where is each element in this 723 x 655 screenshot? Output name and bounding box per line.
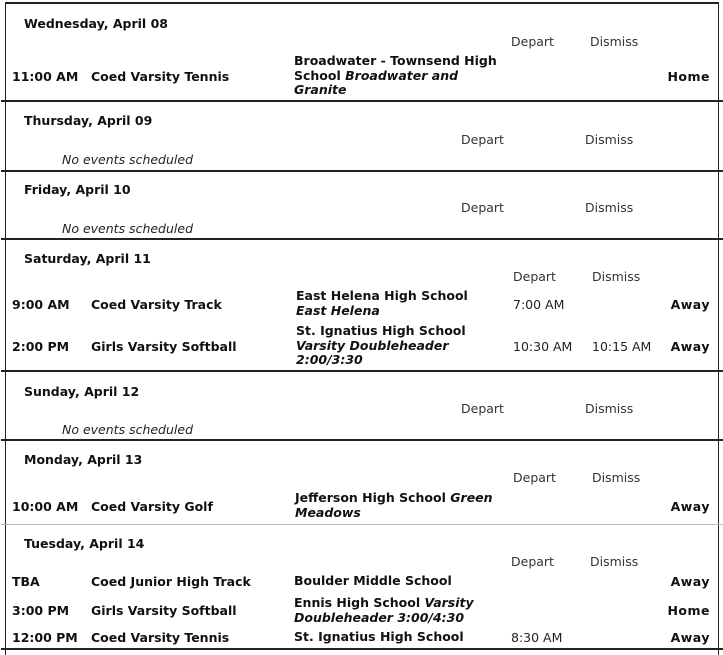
event-location: Away bbox=[670, 297, 710, 312]
depart-header: Depart bbox=[461, 401, 504, 416]
depart-header: Depart bbox=[461, 200, 504, 215]
event-name: Girls Varsity Softball bbox=[91, 603, 237, 618]
section-divider bbox=[1, 439, 723, 441]
dismiss-header: Dismiss bbox=[585, 200, 634, 215]
event-location: Away bbox=[670, 574, 710, 589]
event-opponent: Broadwater - Townsend High School Broadwater and Granite bbox=[294, 53, 497, 97]
dismiss-header: Dismiss bbox=[585, 401, 634, 416]
dismiss-header: Dismiss bbox=[592, 269, 641, 284]
dismiss-header: Dismiss bbox=[590, 554, 639, 569]
event-location: Away bbox=[670, 630, 710, 645]
event-opponent: Ennis High School Varsity Doubleheader 3:00/4:30 bbox=[294, 595, 474, 625]
event-time: 11:00 AM bbox=[12, 69, 79, 84]
event-name: Coed Varsity Golf bbox=[91, 499, 213, 514]
event-opponent: Boulder Middle School bbox=[294, 573, 452, 588]
day-title: Wednesday, April 08 bbox=[24, 16, 168, 31]
event-opponent: Jefferson High School Green Meadows bbox=[295, 490, 493, 520]
day-title: Tuesday, April 14 bbox=[24, 536, 145, 551]
event-note: Varsity Doubleheader 3:00/4:30 bbox=[294, 595, 474, 625]
day-title: Friday, April 10 bbox=[24, 182, 131, 197]
day-title: Sunday, April 12 bbox=[24, 384, 140, 399]
dismiss-header: Dismiss bbox=[585, 132, 634, 147]
event-depart: 7:00 AM bbox=[513, 297, 565, 312]
depart-header: Depart bbox=[461, 132, 504, 147]
dismiss-header: Dismiss bbox=[590, 34, 639, 49]
depart-header: Depart bbox=[513, 470, 556, 485]
day-title: Thursday, April 09 bbox=[24, 113, 153, 128]
event-time: 10:00 AM bbox=[12, 499, 79, 514]
event-name: Girls Varsity Softball bbox=[91, 339, 237, 354]
no-events-text: No events scheduled bbox=[62, 152, 194, 167]
event-time: 12:00 PM bbox=[12, 630, 78, 645]
section-divider bbox=[1, 370, 723, 372]
event-time: TBA bbox=[12, 574, 40, 589]
event-name: Coed Junior High Track bbox=[91, 574, 251, 589]
depart-header: Depart bbox=[513, 269, 556, 284]
event-note: Broadwater and Granite bbox=[294, 67, 459, 97]
event-name: Coed Varsity Tennis bbox=[91, 69, 230, 84]
event-location: Home bbox=[667, 603, 710, 618]
schedule-page bbox=[5, 2, 719, 655]
event-name: Coed Varsity Tennis bbox=[91, 630, 230, 645]
no-events-text: No events scheduled bbox=[62, 221, 194, 236]
no-events-text: No events scheduled bbox=[62, 422, 194, 437]
section-divider bbox=[1, 238, 723, 240]
section-divider bbox=[1, 648, 723, 650]
section-divider bbox=[1, 524, 723, 525]
event-opponent: St. Ignatius High School bbox=[294, 629, 464, 644]
depart-header: Depart bbox=[511, 554, 554, 569]
section-divider bbox=[1, 100, 723, 102]
event-note: Green Meadows bbox=[295, 490, 493, 520]
dismiss-header: Dismiss bbox=[592, 470, 641, 485]
day-title: Saturday, April 11 bbox=[24, 251, 151, 266]
event-depart: 10:30 AM bbox=[513, 339, 573, 354]
event-location: Away bbox=[670, 499, 710, 514]
depart-header: Depart bbox=[511, 34, 554, 49]
event-time: 3:00 PM bbox=[12, 603, 70, 618]
event-depart: 8:30 AM bbox=[511, 630, 563, 645]
event-note: East Helena bbox=[296, 302, 380, 318]
event-time: 2:00 PM bbox=[12, 339, 70, 354]
event-name: Coed Varsity Track bbox=[91, 297, 222, 312]
event-time: 9:00 AM bbox=[12, 297, 70, 312]
event-location: Away bbox=[670, 339, 710, 354]
section-divider bbox=[1, 170, 723, 172]
event-note: Varsity Doubleheader 2:00/3:30 bbox=[296, 337, 449, 367]
event-opponent: St. Ignatius High School Varsity Doubleheader 2:00/3:30 bbox=[296, 323, 466, 367]
day-title: Monday, April 13 bbox=[24, 452, 143, 467]
event-location: Home bbox=[667, 69, 710, 84]
event-opponent: East Helena High School East Helena bbox=[296, 288, 468, 318]
event-dismiss: 10:15 AM bbox=[592, 339, 652, 354]
